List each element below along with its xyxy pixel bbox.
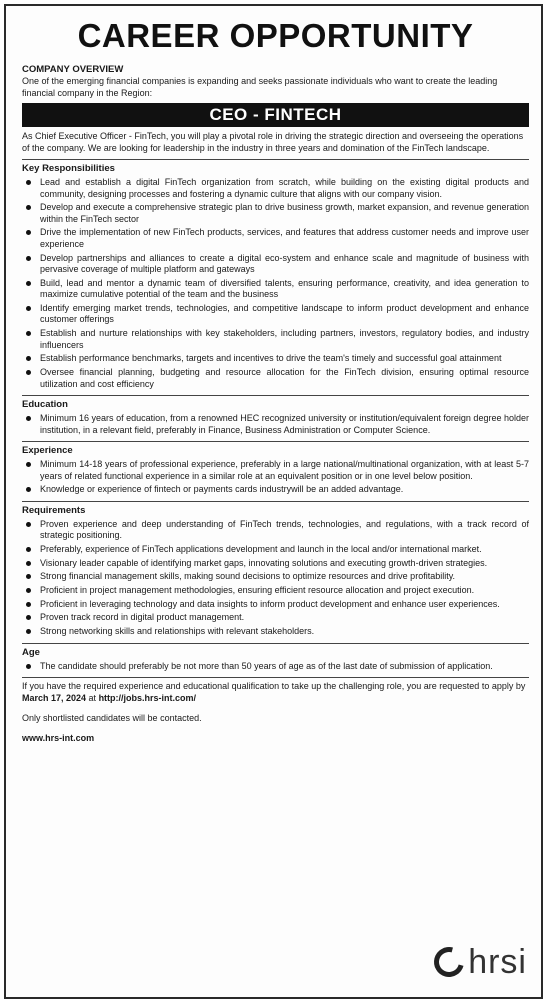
bullet-icon bbox=[26, 547, 31, 552]
experience-list bbox=[22, 459, 529, 496]
bullet-icon bbox=[26, 416, 31, 421]
list-item-text: Minimum 14-18 years of professional experience, preferably in a large national/multinational organization, with at least 5-7 years of related functional experience in a similar role at an equivalent position or in one level below position. bbox=[40, 459, 529, 481]
position-banner: CEO - FINTECH bbox=[22, 103, 529, 127]
list-item bbox=[22, 278, 529, 301]
bullet-icon bbox=[26, 370, 31, 375]
requirements-section bbox=[22, 505, 529, 638]
bullet-icon bbox=[26, 561, 31, 566]
ad-title: CAREER OPPORTUNITY bbox=[77, 17, 474, 54]
list-item-text: Minimum 16 years of education, from a renowned HEC recognized university or institution/equivalent foreign degree holder institution, in a relevant field, preferably in Finance, Business Administration or Computer Science. bbox=[40, 413, 529, 435]
divider bbox=[22, 643, 529, 644]
education-section bbox=[22, 399, 529, 436]
apply-instructions bbox=[22, 681, 529, 704]
list-item-text: The candidate should preferably be not more than 50 years of age as of the last date of submission of application. bbox=[40, 660, 493, 671]
list-item bbox=[22, 227, 529, 250]
bullet-icon bbox=[26, 588, 31, 593]
requirements-list bbox=[22, 519, 529, 638]
hrsi-logo bbox=[434, 945, 527, 979]
list-item bbox=[22, 177, 529, 200]
list-item bbox=[22, 585, 529, 597]
experience-section bbox=[22, 445, 529, 496]
company-overview-text: One of the emerging financial companies is expanding and seeks passionate individuals who want to create the leading financial company in the Region: bbox=[22, 76, 498, 98]
list-item bbox=[22, 413, 529, 436]
responsibilities-list bbox=[22, 177, 529, 390]
list-item bbox=[22, 303, 529, 326]
divider bbox=[22, 501, 529, 502]
bullet-icon bbox=[26, 205, 31, 210]
list-item-text: Proficient in project management methodologies, ensuring efficient resource allocation and project execution. bbox=[40, 584, 475, 595]
list-item bbox=[22, 353, 529, 365]
bullet-icon bbox=[26, 256, 31, 261]
list-item-text: Visionary leader capable of identifying market gaps, innovating solutions and executing growth-driven strategies. bbox=[40, 557, 488, 568]
job-ad-frame bbox=[4, 4, 543, 999]
logo-ring-icon bbox=[429, 942, 470, 983]
list-item-text: Develop and execute a comprehensive strategic plan to drive business growth, market expansion, and revenue generation within the FinTech sector bbox=[40, 202, 529, 224]
section-heading: Experience bbox=[22, 445, 73, 456]
list-item bbox=[22, 612, 529, 624]
logo-text: hrsi bbox=[468, 943, 527, 981]
list-item bbox=[22, 367, 529, 390]
list-item bbox=[22, 328, 529, 351]
website-link[interactable]: www.hrs-int.com bbox=[22, 732, 95, 743]
bullet-icon bbox=[26, 574, 31, 579]
list-item bbox=[22, 571, 529, 583]
list-item bbox=[22, 202, 529, 225]
apply-url-link[interactable]: http://jobs.hrs-int.com/ bbox=[98, 692, 197, 703]
list-item-text: Preferably, experience of FinTech applications development and launch in the local and/or international market. bbox=[40, 543, 482, 554]
age-list bbox=[22, 661, 529, 673]
company-overview-section bbox=[22, 64, 529, 99]
list-item-text: Establish and nurture relationships with key stakeholders, including partners, investors, regulatory bodies, and industry influencers bbox=[40, 328, 529, 350]
bullet-icon bbox=[26, 281, 31, 286]
bullet-icon bbox=[26, 602, 31, 607]
section-heading: Age bbox=[22, 646, 40, 658]
section-heading: Education bbox=[22, 399, 68, 410]
list-item-text: Proficient in leveraging technology and data insights to inform product development and enhance user experiences. bbox=[40, 598, 500, 609]
divider bbox=[22, 395, 529, 396]
list-item-text: Proven track record in digital product management. bbox=[40, 612, 245, 623]
list-item-text: Drive the implementation of new FinTech products, services, and features that address customer needs and improve user experience bbox=[40, 227, 529, 249]
list-item-text: Strong networking skills and relationships with relevant stakeholders. bbox=[40, 626, 315, 636]
bullet-icon bbox=[26, 306, 31, 311]
bullet-icon bbox=[26, 664, 31, 669]
job-ad-content bbox=[22, 18, 529, 743]
list-item-text: Lead and establish a digital FinTech organization from scratch, while building on the existing digital products and community, designing processes and fostering a dynamic culture that aligns with our company vision. bbox=[40, 177, 529, 199]
list-item bbox=[22, 519, 529, 542]
apply-text-middle: at bbox=[86, 692, 99, 703]
bullet-icon bbox=[26, 180, 31, 185]
bullet-icon bbox=[26, 230, 31, 235]
apply-deadline: March 17, 2024 bbox=[22, 692, 87, 703]
list-item-text: Establish performance benchmarks, targets and incentives to drive the team's timely and successful goal attainment bbox=[40, 353, 502, 364]
divider bbox=[22, 441, 529, 442]
divider bbox=[22, 677, 529, 678]
bullet-icon bbox=[26, 356, 31, 361]
list-item-text: Proven experience and deep understanding of FinTech trends, technologies, and regulations, with a track record of strategic positioning. bbox=[40, 518, 529, 541]
list-item-text: Develop partnerships and alliances to create a digital eco-system and enhance scale and magnitude of business with pervasive coverage of multiple platform and gateways bbox=[40, 252, 529, 275]
list-item-text: Knowledge or experience of fintech or payments cards industrywill be an added advantage. bbox=[40, 484, 404, 495]
intro-text: As Chief Executive Officer - FinTech, you will play a pivotal role in driving the strategic direction and overseeing the operations of the company. We are looking for leadership in the industry in three years and domination of the FinTech landscape. bbox=[22, 131, 524, 153]
list-item-text: Identify emerging market trends, technologies, and competitive landscape to inform product development and enhance customer offerings bbox=[40, 302, 529, 325]
age-section bbox=[22, 647, 529, 673]
bullet-icon bbox=[26, 522, 31, 527]
shortlist-note: Only shortlisted candidates will be contacted. bbox=[22, 713, 202, 723]
bullet-icon bbox=[26, 487, 31, 492]
section-heading: Requirements bbox=[22, 504, 86, 516]
list-item-text: Build, lead and mentor a dynamic team of diversified talents, ensuring performance, creativity, and idea generation to maximize cumulative potential of the team and the business bbox=[40, 277, 529, 300]
apply-text-before: If you have the required experience and educational qualification to take up the challenging role, you are requested to apply by bbox=[22, 681, 526, 691]
list-item bbox=[22, 459, 529, 482]
list-item-text: Strong financial management skills, making sound decisions to optimize resources and drive profitability. bbox=[40, 571, 456, 582]
list-item bbox=[22, 558, 529, 570]
company-overview-heading: COMPANY OVERVIEW bbox=[22, 64, 124, 75]
list-item bbox=[22, 544, 529, 556]
bullet-icon bbox=[26, 615, 31, 620]
bullet-icon bbox=[26, 331, 31, 336]
list-item bbox=[22, 599, 529, 611]
key-responsibilities-section bbox=[22, 163, 529, 390]
list-item bbox=[22, 253, 529, 276]
section-heading: Key Responsibilities bbox=[22, 163, 115, 174]
bullet-icon bbox=[26, 462, 31, 467]
education-list bbox=[22, 413, 529, 436]
list-item bbox=[22, 626, 529, 638]
bullet-icon bbox=[26, 629, 31, 634]
list-item-text: Oversee financial planning, budgeting and resource allocation for the FinTech division, ensuring optimal resource utilization and cost efficiency bbox=[40, 367, 529, 389]
list-item bbox=[22, 484, 529, 496]
divider bbox=[22, 159, 529, 160]
list-item bbox=[22, 661, 529, 673]
